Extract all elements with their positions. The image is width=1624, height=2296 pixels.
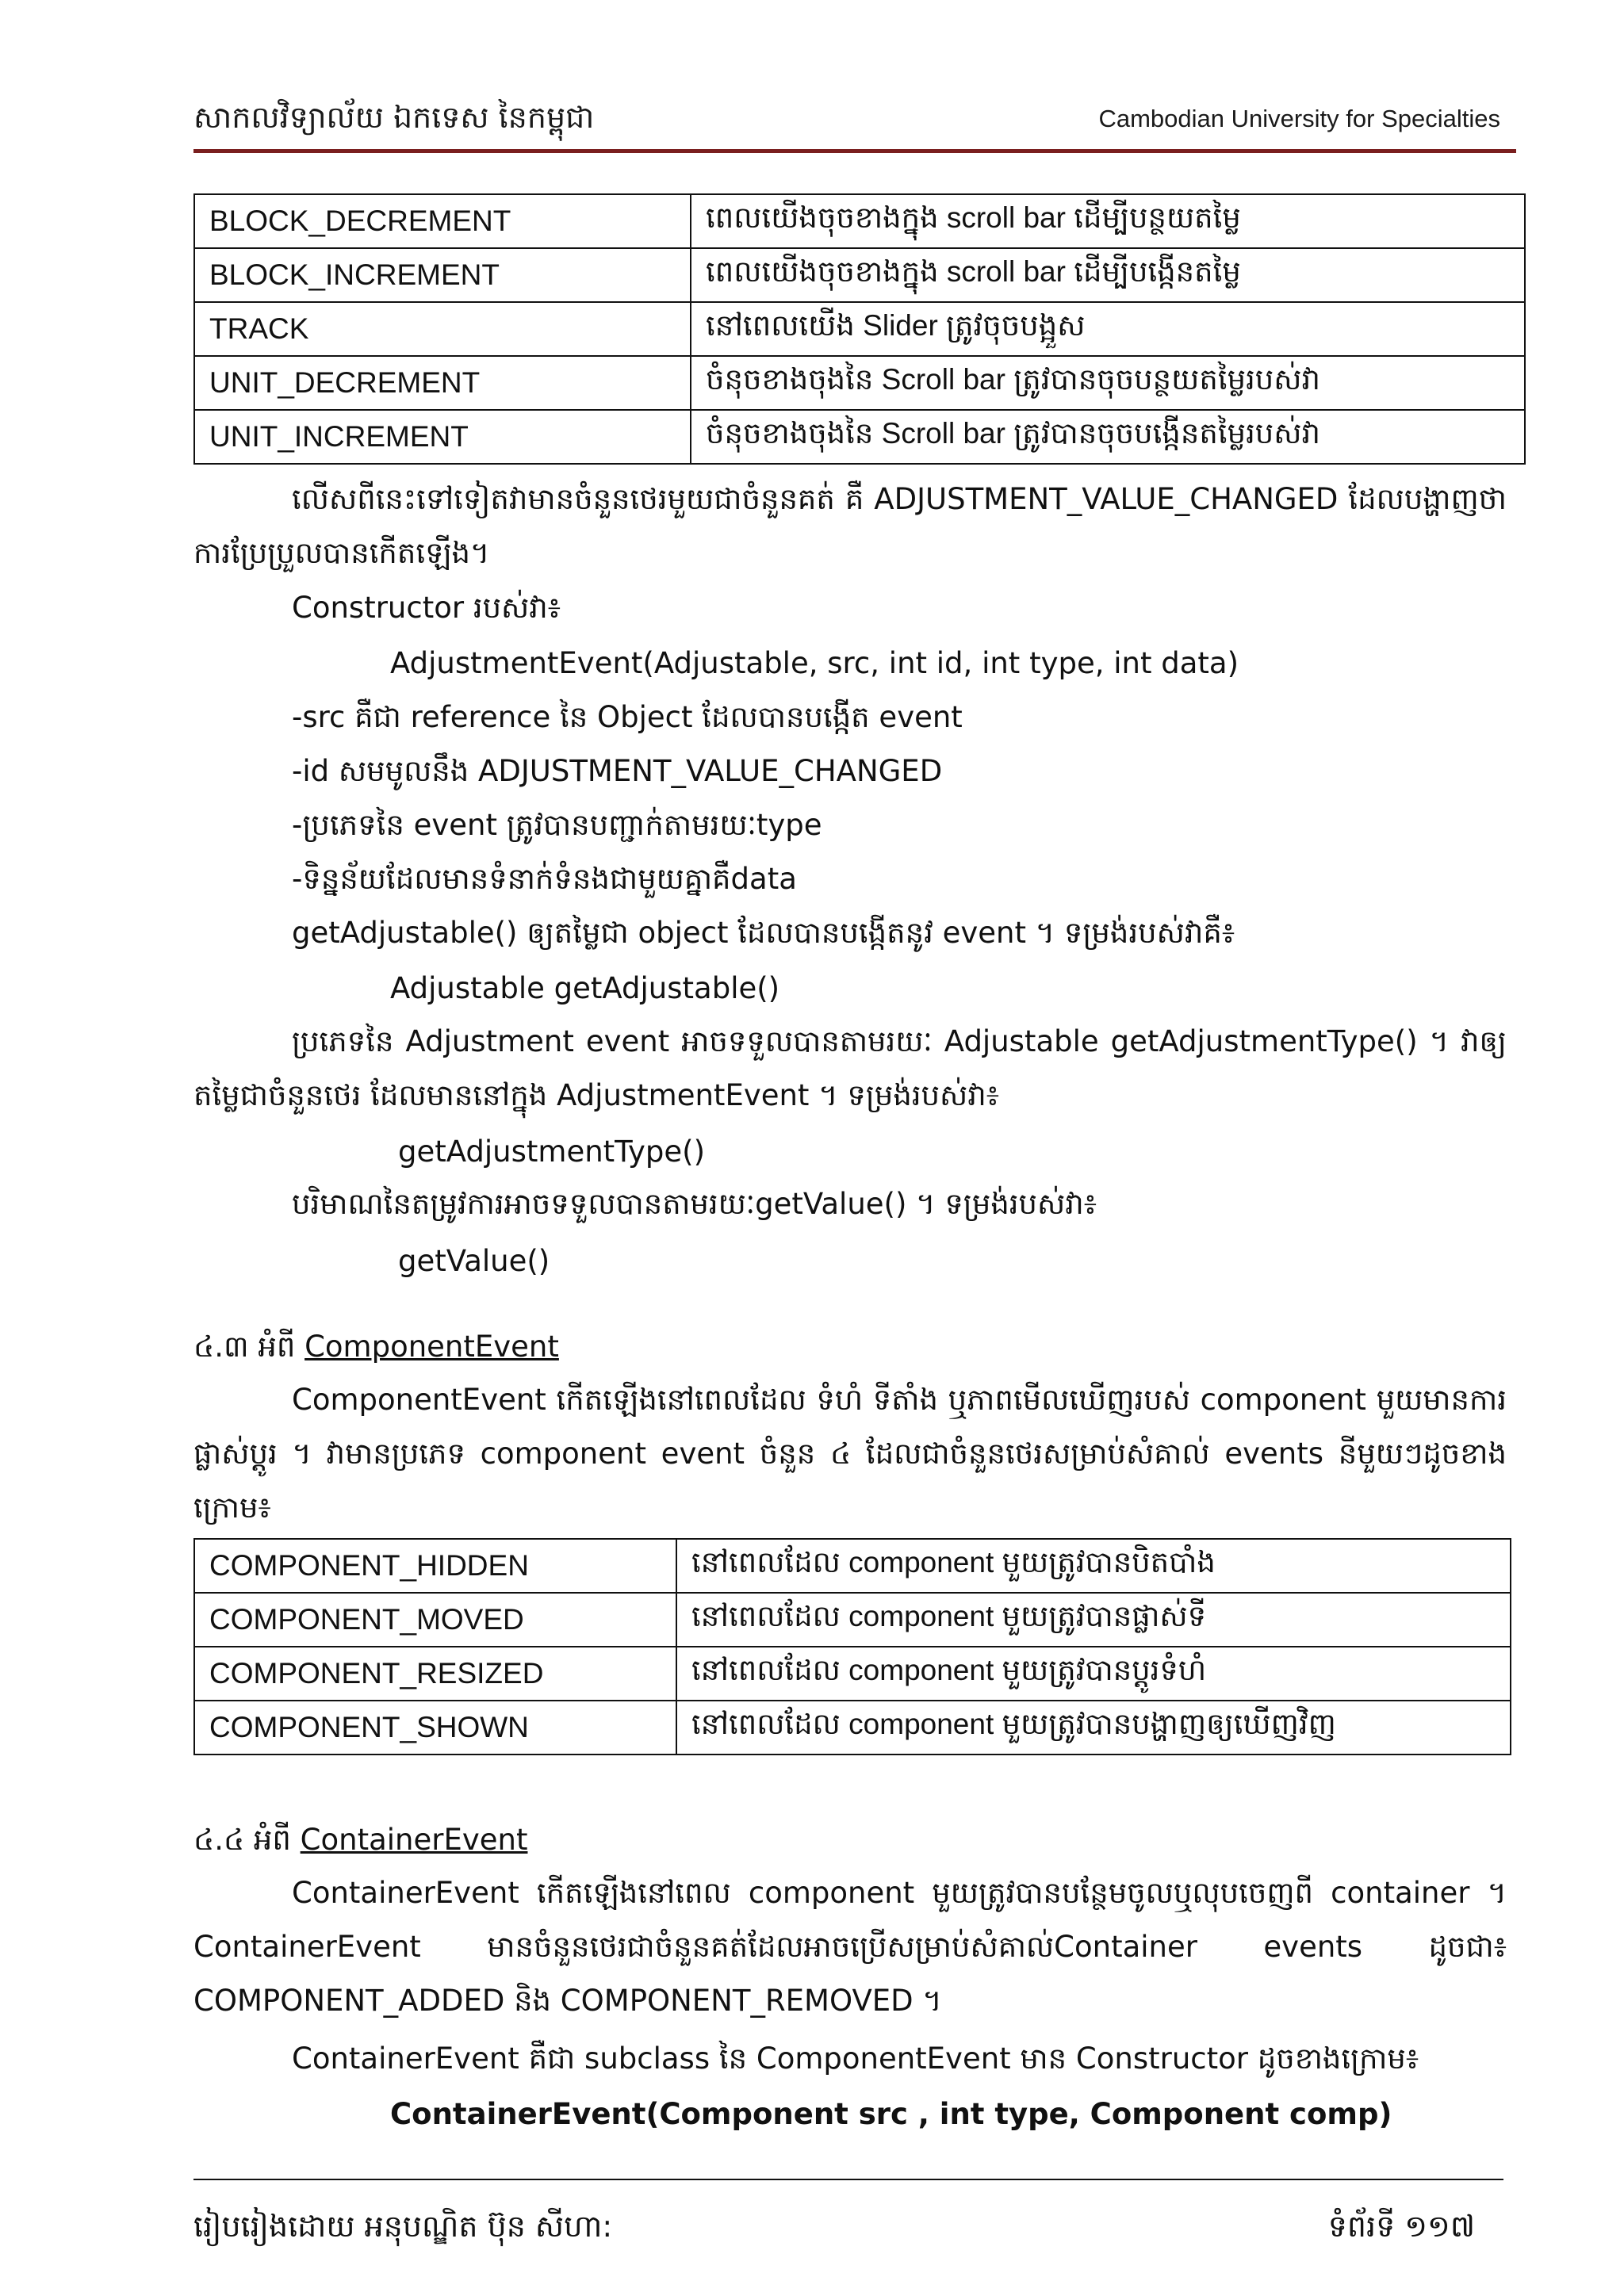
table-cell-name: BLOCK_DECREMENT	[194, 194, 691, 248]
containerevent-constructor-signature: ContainerEvent(Component src , int type, Component comp)	[390, 2097, 1392, 2131]
table-cell-name: COMPONENT_SHOWN	[194, 1701, 676, 1755]
param-data: -ទិន្នន័យដែលមានទំនាក់ទំនងជាមួយគ្នាគឺdata	[292, 862, 797, 896]
get-value-signature: getValue()	[398, 1244, 550, 1278]
table-cell-desc: នៅពេលយើង Slider ត្រូវចុចបង្អួស	[691, 302, 1525, 356]
table-cell-desc: នៅពេលដែល component មួយត្រូវបានផ្លាស់ទី	[676, 1593, 1511, 1647]
header-university-khmer: សាកលវិទ្យាល័យ ឯកទេស នៃកម្ពុជា	[193, 100, 595, 135]
table-cell-name: COMPONENT_RESIZED	[194, 1647, 676, 1701]
get-adjustment-type-signature: getAdjustmentType()	[398, 1135, 706, 1169]
footer-rule	[193, 2179, 1503, 2180]
get-adjustable-signature: Adjustable getAdjustable()	[390, 971, 780, 1005]
section-number: ៤.៣ អំពី	[193, 1330, 305, 1364]
section-heading-componentevent	[193, 1329, 559, 1372]
table-row	[194, 410, 1525, 464]
table-cell-desc: នៅពេលដែល component មួយត្រូវបានបិតបាំង	[676, 1539, 1511, 1593]
header-rule	[193, 149, 1516, 153]
table-cell-desc: ចំនុចខាងចុងនៃ Scroll bar ត្រូវបានចុចបង្កើនតម្លៃរបស់វា	[691, 410, 1525, 464]
table-cell-name: BLOCK_INCREMENT	[194, 248, 691, 302]
adjustment-intro-paragraph: លើសពីនេះទៅទៀតវាមានចំនួនថេរមួយជាចំនួនគត់ គឺ ADJUSTMENT_VALUE_CHANGED ដែលបង្ហាញថាការប្រែប្រួលបានកើតឡើង។	[193, 482, 1507, 570]
adjustment-constructor-signature: AdjustmentEvent(Adjustable, src, int id, int type, int data)	[390, 646, 1239, 680]
table-row	[194, 194, 1525, 248]
table-row	[194, 1647, 1511, 1701]
table-cell-name: COMPONENT_MOVED	[194, 1593, 676, 1647]
footer-page-number: ទំព័រទី ១១៧	[1327, 2209, 1475, 2244]
table-row	[194, 1701, 1511, 1755]
table-cell-name: COMPONENT_HIDDEN	[194, 1539, 676, 1593]
table-row	[194, 356, 1525, 410]
section-title: ComponentEvent	[304, 1330, 559, 1364]
table-cell-name: UNIT_DECREMENT	[194, 356, 691, 410]
component-event-table	[193, 1538, 1511, 1755]
param-type: -ប្រភេទនៃ event ត្រូវបានបញ្ជាក់តាមរយៈtype	[292, 808, 822, 842]
get-value-description: បរិមាណនៃតម្រូវការអាចទទួលបានតាមរយៈgetValue() ។ ទម្រង់របស់វា៖	[292, 1187, 1097, 1221]
adjustment-type-table	[193, 193, 1526, 465]
section-number: ៤.៤ អំពី	[193, 1823, 301, 1857]
componentevent-paragraph: ComponentEvent កើតឡើងនៅពេលដែល ទំហំ ទីតាំង ឬភាពមើលឃើញរបស់ component មួយមានការផ្លាស់ប្តូរ ។ វាមានប្រភេទ component event ចំនួន ៤ ដែលជាចំនួនថេរសម្រាប់សំគាល់ events នីមួយៗដូចខាងក្រោម៖	[193, 1383, 1507, 1525]
table-row	[194, 248, 1525, 302]
header-university-english: Cambodian University for Specialties	[1098, 105, 1500, 132]
table-cell-name: UNIT_INCREMENT	[194, 410, 691, 464]
table-cell-desc: ចំនុចខាងចុងនៃ Scroll bar ត្រូវបានចុចបន្ថយតម្លៃរបស់វា	[691, 356, 1525, 410]
footer-author: រៀបរៀងដោយ អនុបណ្ឌិត ប៊ុន សីហា:	[193, 2209, 613, 2244]
table-cell-desc: នៅពេលដែល component មួយត្រូវបានប្តូរទំហំ	[676, 1647, 1511, 1701]
subclass-description: ContainerEvent គឺជា subclass នៃ ComponentEvent មាន Constructor ដូចខាងក្រោម៖	[292, 2042, 1419, 2076]
param-id: -id សមមូលនឹង ADJUSTMENT_VALUE_CHANGED	[292, 754, 943, 788]
table-cell-desc: នៅពេលដែល component មួយត្រូវបានបង្ហាញឲ្យឃើញវិញ	[676, 1701, 1511, 1755]
containerevent-paragraph: ContainerEvent កើតឡើងនៅពេល component មួយត្រូវបានបន្ថែមចូលឬលុបចេញពី container ។ ContainerEvent មានចំនួនថេរជាចំនួនគត់ដែលអាចប្រើសម្រាប់សំគាល់Container events ដូចជា៖ COMPONENT_ADDED និង COMPONENT_REMOVED ។	[193, 1876, 1507, 2018]
section-heading-containerevent	[193, 1822, 527, 1865]
table-cell-name: TRACK	[194, 302, 691, 356]
table-row	[194, 1593, 1511, 1647]
adjustment-type-paragraph: ប្រភេទនៃ Adjustment event អាចទទួលបានតាមរយៈ Adjustable getAdjustmentType() ។ វាឲ្យតម្លៃជាចំនួនថេរ ដែលមាននៅក្នុង AdjustmentEvent ។ ទម្រង់របស់វា៖	[193, 1024, 1507, 1112]
table-cell-desc: ពេលយើងចុចខាងក្នុង scroll bar ដើម្បីបន្ថយតម្លៃ	[691, 194, 1525, 248]
get-adjustable-description: getAdjustable() ឲ្យតម្លៃជា object ដែលបានបង្កើតនូវ event ។ ទម្រង់របស់វាគឺ៖	[292, 916, 1235, 950]
table-row	[194, 1539, 1511, 1593]
table-cell-desc: ពេលយើងចុចខាងក្នុង scroll bar ដើម្បីបង្កើនតម្លៃ	[691, 248, 1525, 302]
constructor-label: Constructor របស់វា៖	[292, 591, 561, 625]
table-row	[194, 302, 1525, 356]
section-title: ContainerEvent	[300, 1823, 528, 1857]
param-src: -src គឺជា reference នៃ Object ដែលបានបង្កើត event	[292, 700, 963, 734]
